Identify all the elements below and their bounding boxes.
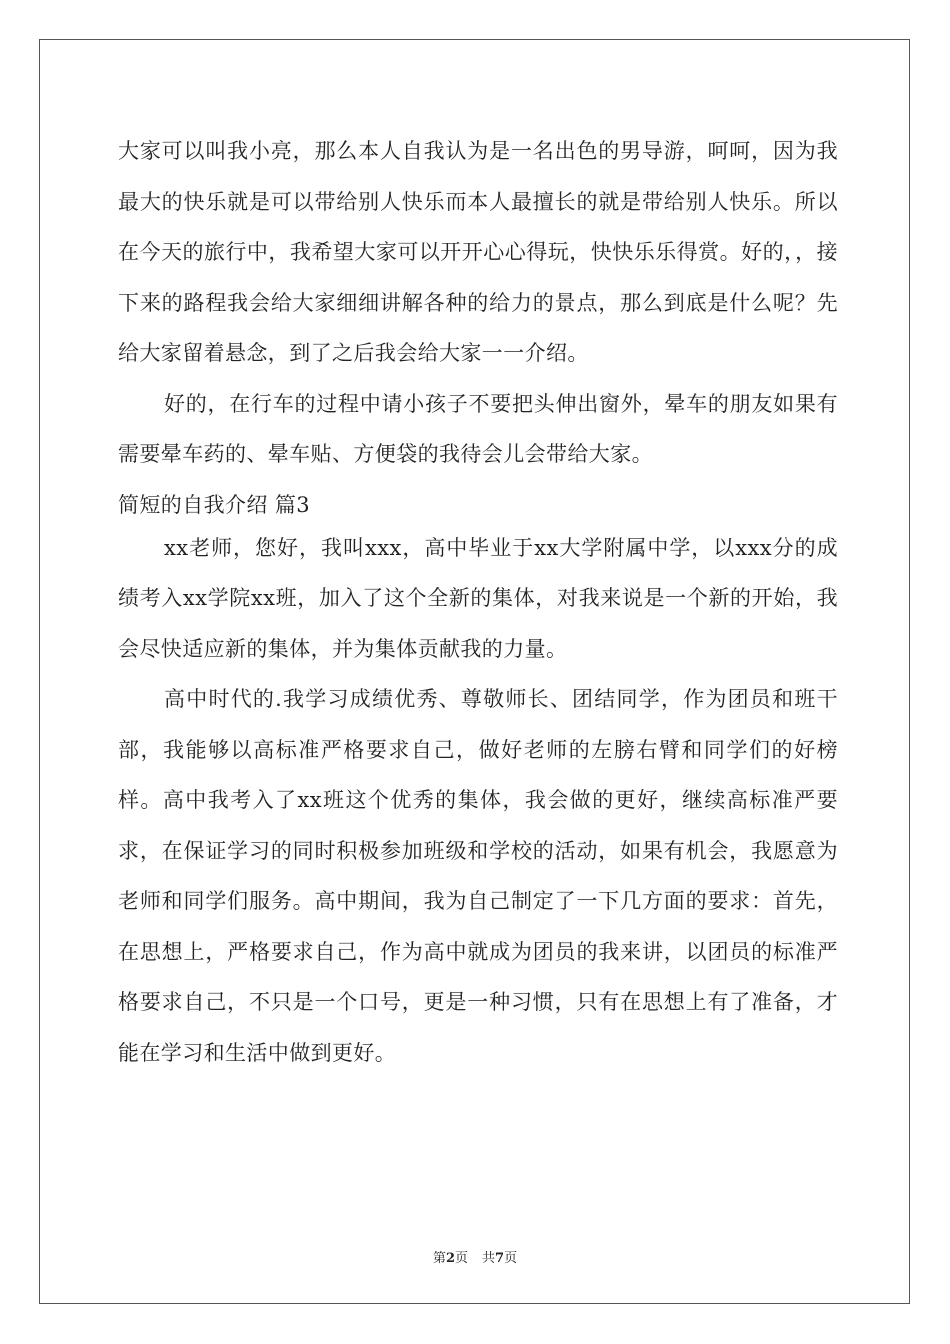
total-suffix: 页	[504, 1251, 518, 1266]
document-body	[118, 126, 838, 1078]
total-prefix: 共	[482, 1251, 496, 1266]
paragraph-continuation: 大家可以叫我小亮，那么本人自我认为是一名出色的男导游，呵呵，因为我最大的快乐就是可以带给别人快乐而本人最擅长的就是带给别人快乐。所以在今天的旅行中，我希望大家可以开开心心得玩，快快乐乐得赏。好的，，接下来的路程我会给大家细细讲解各种的给力的景点，那么到底是什么呢？先给大家留着悬念，到了之后我会给大家一一介绍。	[118, 139, 838, 365]
paragraph-high-school: 高中时代的.我学习成绩优秀、尊敬师长、团结同学，作为团员和班干部，我能够以高标准严格要求自己，做好老师的左膀右臂和同学们的好榜样。高中我考入了xx班这个优秀的集体，我会做的更好，继续高标准严要求，在保证学习的同时积极参加班级和学校的活动，如果有机会，我愿意为老师和同学们服务。高中期间，我为自己制定了一下几方面的要求：首先，在思想上，严格要求自己，作为高中就成为团员的我来讲，以团员的标准严格要求自己，不只是一个口号，更是一种习惯，只有在思想上有了准备，才能在学习和生活中做到更好。	[118, 687, 838, 1065]
page-total: 7	[495, 1251, 505, 1266]
page-suffix: 页	[454, 1251, 468, 1266]
section-heading: 简短的自我介绍 篇3	[118, 492, 311, 517]
paragraph-safety-notice: 好的，在行车的过程中请小孩子不要把头伸出窗外，晕车的朋友如果有需要晕车药的、晕车贴、方便袋的我待会儿会带给大家。	[118, 391, 838, 466]
page-footer	[0, 1247, 950, 1266]
page-prefix: 第	[432, 1251, 446, 1266]
paragraph-greeting: xx老师，您好，我叫xxx，高中毕业于xx大学附属中学，以xxx分的成绩考入xx学院xx班，加入了这个全新的集体，对我来说是一个新的开始，我会尽快适应新的集体，并为集体贡献我的力量。	[118, 535, 838, 661]
page-current: 2	[445, 1251, 455, 1266]
